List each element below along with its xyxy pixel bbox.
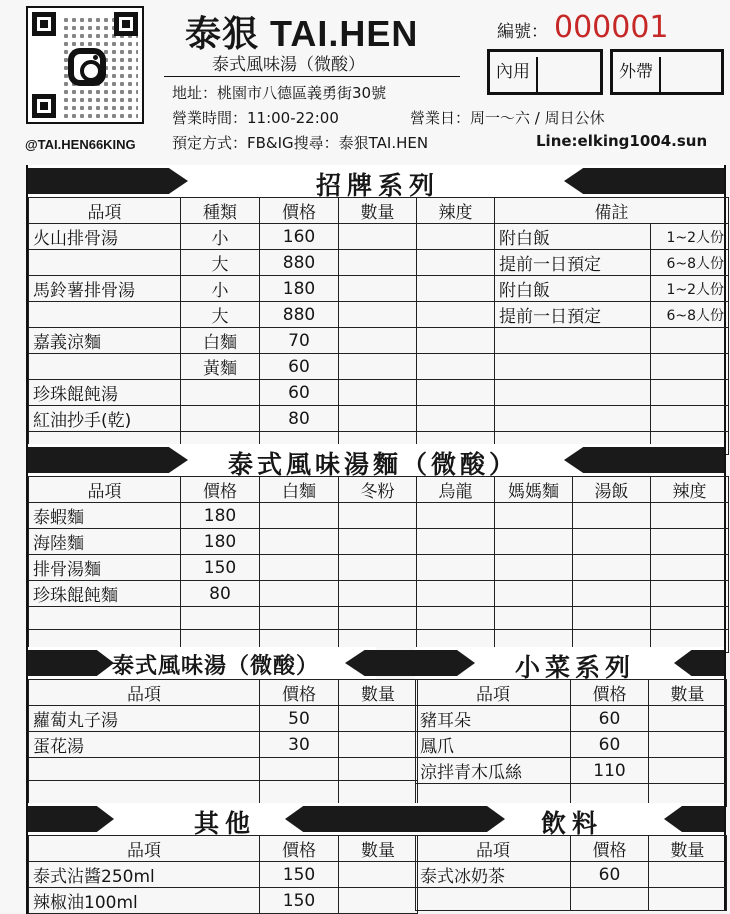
table-cell: [260, 758, 339, 781]
quantity-cell[interactable]: [339, 781, 418, 804]
table-row: [29, 781, 418, 804]
col-header: 數量: [339, 198, 417, 224]
table-cell: [416, 888, 571, 911]
quantity-cell[interactable]: [339, 888, 418, 914]
spice-cell[interactable]: [417, 250, 495, 276]
col-header: 備註: [495, 198, 729, 224]
table-cell: 泰蝦麵: [29, 503, 181, 529]
col-header: 種類: [181, 198, 260, 224]
instagram-icon: [68, 48, 106, 86]
table-cell: 880: [260, 250, 339, 276]
table-cell: 1~2人份: [651, 224, 729, 250]
soup-section: [26, 647, 395, 804]
brand-name: 泰狠 TAI.HEN: [185, 13, 419, 54]
table-cell: 150: [181, 555, 260, 581]
table-row: [29, 555, 729, 581]
table-cell: [495, 380, 651, 406]
table-row: [29, 706, 418, 732]
banner-arrow-right: [285, 806, 415, 832]
other-table: [28, 835, 418, 914]
option-cell[interactable]: [651, 607, 729, 630]
banner-arrow-left: [28, 806, 114, 832]
drinks-table: [415, 835, 727, 911]
address: 地址：桃園市八德區義勇街30號: [172, 84, 387, 102]
table-cell: [29, 250, 181, 276]
table-cell: [181, 380, 260, 406]
dine-in-label: 內用: [496, 57, 538, 93]
table-cell: 70: [260, 328, 339, 354]
option-cell[interactable]: [417, 503, 495, 529]
spice-cell[interactable]: [417, 302, 495, 328]
table-cell: 黃麵: [181, 354, 260, 380]
table-cell: 50: [260, 706, 339, 732]
social-handle: @TAI.HEN66KING: [25, 137, 136, 152]
drinks-title: 飲料: [541, 809, 604, 838]
table-cell: 1~2人份: [651, 276, 729, 302]
option-cell[interactable]: [417, 607, 495, 630]
col-header: 品項: [29, 680, 260, 706]
noodle-section: [26, 444, 726, 653]
sides-title: 小菜系列: [515, 653, 636, 682]
table-row: [29, 406, 729, 432]
banner-arrow-right: [564, 168, 724, 194]
spice-cell[interactable]: [417, 380, 495, 406]
table-cell: 60: [571, 862, 649, 888]
table-cell: 海陸麵: [29, 529, 181, 555]
signature-section: [26, 165, 726, 455]
table-row: [29, 380, 729, 406]
option-cell[interactable]: [495, 529, 573, 555]
table-cell: [651, 328, 729, 354]
other-title: 其他: [194, 809, 257, 838]
table-row: [29, 607, 729, 630]
quantity-cell[interactable]: [339, 224, 417, 250]
table-cell: [495, 328, 651, 354]
table-cell: 排骨湯麵: [29, 555, 181, 581]
table-cell: 80: [181, 581, 260, 607]
table-cell: 60: [571, 706, 649, 732]
signature-table: [28, 197, 729, 455]
option-cell[interactable]: [417, 555, 495, 581]
col-header: 價格: [260, 680, 339, 706]
quantity-cell[interactable]: [339, 862, 418, 888]
table-cell: 180: [181, 529, 260, 555]
menu-header: [0, 0, 730, 160]
table-cell: [181, 607, 260, 630]
signature-banner: [28, 165, 724, 200]
table-row: [29, 302, 729, 328]
table-row: [29, 732, 418, 758]
serial-label: 編號：: [497, 22, 548, 42]
take-out-checkbox[interactable]: [610, 49, 724, 95]
table-cell: 辣椒油100ml: [29, 888, 260, 914]
quantity-cell[interactable]: [339, 276, 417, 302]
table-row: [29, 758, 418, 781]
table-cell: 小: [181, 224, 260, 250]
table-row: [29, 328, 729, 354]
banner-arrow-right: [664, 806, 724, 832]
table-cell: 蘿蔔丸子湯: [29, 706, 260, 732]
option-cell[interactable]: [573, 503, 651, 529]
spice-cell[interactable]: [417, 406, 495, 432]
table-cell: 30: [260, 732, 339, 758]
col-header: 數量: [649, 836, 727, 862]
option-cell[interactable]: [495, 555, 573, 581]
table-header-row: [29, 680, 418, 706]
option-cell[interactable]: [260, 529, 339, 555]
col-header: 湯飯: [573, 477, 651, 503]
table-cell: 60: [260, 380, 339, 406]
sides-section: [415, 647, 726, 807]
take-out-label: 外帶: [619, 57, 661, 93]
table-cell: 珍珠餛飩麵: [29, 581, 181, 607]
quantity-cell[interactable]: [339, 302, 417, 328]
table-cell: [29, 781, 260, 804]
option-cell[interactable]: [573, 529, 651, 555]
table-row: [416, 706, 727, 732]
table-row: [29, 503, 729, 529]
table-cell: [29, 354, 181, 380]
quantity-cell[interactable]: [649, 862, 727, 888]
option-cell[interactable]: [495, 581, 573, 607]
table-row: [29, 354, 729, 380]
col-header: 價格: [571, 836, 649, 862]
quantity-cell[interactable]: [649, 758, 727, 784]
col-header: 數量: [339, 836, 418, 862]
table-cell: [181, 406, 260, 432]
option-cell[interactable]: [573, 581, 651, 607]
soup-table: [28, 679, 418, 804]
table-cell: 880: [260, 302, 339, 328]
table-cell: 6~8人份: [651, 250, 729, 276]
quantity-cell[interactable]: [649, 732, 727, 758]
col-header: 數量: [339, 680, 418, 706]
table-cell: 附白飯: [495, 276, 651, 302]
table-cell: 白麵: [181, 328, 260, 354]
col-header: 烏龍: [417, 477, 495, 503]
table-row: [29, 224, 729, 250]
table-row: [416, 862, 727, 888]
col-header: 辣度: [651, 477, 729, 503]
col-header: 數量: [649, 680, 727, 706]
drinks-section: [415, 803, 726, 911]
table-row: [29, 581, 729, 607]
table-cell: [651, 354, 729, 380]
banner-arrow-right: [345, 650, 415, 676]
table-cell: 大: [181, 302, 260, 328]
table-cell: 160: [260, 224, 339, 250]
other-banner: [28, 803, 415, 838]
col-header: 冬粉: [339, 477, 417, 503]
table-cell: 提前一日預定: [495, 302, 651, 328]
table-cell: 60: [571, 732, 649, 758]
soup-title: 泰式風味湯（微酸）: [112, 654, 320, 679]
option-cell[interactable]: [651, 581, 729, 607]
table-cell: [651, 406, 729, 432]
table-cell: 鳳爪: [416, 732, 571, 758]
noodle-banner: [28, 444, 724, 479]
banner-arrow-right: [564, 447, 724, 473]
table-cell: 150: [260, 862, 339, 888]
table-row: [29, 250, 729, 276]
table-cell: [29, 302, 181, 328]
spice-cell[interactable]: [417, 354, 495, 380]
quantity-cell[interactable]: [339, 706, 418, 732]
col-header: 品項: [29, 198, 181, 224]
option-cell[interactable]: [339, 581, 417, 607]
table-cell: 180: [260, 276, 339, 302]
table-cell: 紅油抄手(乾): [29, 406, 181, 432]
other-section: [26, 803, 415, 914]
option-cell[interactable]: [573, 607, 651, 630]
serial-number: [497, 10, 669, 45]
table-cell: 馬鈴薯排骨湯: [29, 276, 181, 302]
table-cell: 60: [260, 354, 339, 380]
table-cell: 150: [260, 888, 339, 914]
table-cell: 嘉義涼麵: [29, 328, 181, 354]
table-row: [29, 529, 729, 555]
col-header: 白麵: [260, 477, 339, 503]
option-cell[interactable]: [495, 503, 573, 529]
noodle-title: 泰式風味湯麵（微酸）: [228, 450, 519, 479]
table-row: [29, 888, 418, 914]
quantity-cell[interactable]: [339, 732, 418, 758]
option-cell[interactable]: [651, 503, 729, 529]
col-header: 品項: [416, 680, 571, 706]
sides-banner: [415, 647, 724, 682]
table-cell: [495, 354, 651, 380]
col-header: 價格: [260, 836, 339, 862]
table-cell: [651, 380, 729, 406]
option-cell[interactable]: [417, 529, 495, 555]
table-cell: [495, 406, 651, 432]
table-row: [416, 888, 727, 911]
noodle-table: [28, 476, 729, 653]
soup-banner: [28, 647, 376, 679]
quantity-cell[interactable]: [339, 354, 417, 380]
option-cell[interactable]: [339, 607, 417, 630]
banner-arrow-right: [674, 650, 724, 676]
table-row: [416, 732, 727, 758]
option-cell[interactable]: [651, 529, 729, 555]
qr-finder-bottom-left: [32, 94, 56, 118]
drinks-banner: [415, 803, 724, 838]
col-header: 品項: [416, 836, 571, 862]
quantity-cell[interactable]: [339, 250, 417, 276]
table-cell: 6~8人份: [651, 302, 729, 328]
table-cell: 附白飯: [495, 224, 651, 250]
header-divider: [164, 76, 460, 77]
option-cell[interactable]: [260, 581, 339, 607]
quantity-cell[interactable]: [649, 888, 727, 911]
table-cell: 小: [181, 276, 260, 302]
table-cell: 大: [181, 250, 260, 276]
brand-subtitle: 泰式風味湯（微酸）: [212, 55, 365, 75]
option-cell[interactable]: [495, 607, 573, 630]
option-cell[interactable]: [573, 555, 651, 581]
option-cell[interactable]: [260, 607, 339, 630]
banner-arrow-left: [28, 447, 188, 473]
table-cell: 火山排骨湯: [29, 224, 181, 250]
col-header: 價格: [571, 680, 649, 706]
spice-cell[interactable]: [417, 328, 495, 354]
table-cell: 珍珠餛飩湯: [29, 380, 181, 406]
table-cell: 110: [571, 758, 649, 784]
business-days: 營業日：周一～六 / 周日公休: [410, 109, 605, 127]
option-cell[interactable]: [260, 555, 339, 581]
signature-title: 招牌系列: [316, 171, 441, 200]
serial-value: 000001: [554, 10, 669, 45]
col-header: 品項: [29, 836, 260, 862]
banner-arrow-left: [28, 168, 188, 194]
banner-arrow-left: [28, 650, 114, 676]
table-cell: 泰式冰奶茶: [416, 862, 571, 888]
col-header: 價格: [260, 198, 339, 224]
table-cell: [571, 888, 649, 911]
option-cell[interactable]: [260, 503, 339, 529]
col-header: 品項: [29, 477, 181, 503]
option-cell[interactable]: [417, 581, 495, 607]
qr-finder-top-right: [114, 12, 138, 36]
spice-cell[interactable]: [417, 224, 495, 250]
banner-arrow-left: [415, 650, 475, 676]
col-header: 辣度: [417, 198, 495, 224]
quantity-cell[interactable]: [339, 328, 417, 354]
table-row: [29, 276, 729, 302]
option-cell[interactable]: [339, 529, 417, 555]
table-cell: 泰式沾醬250ml: [29, 862, 260, 888]
table-cell: [29, 607, 181, 630]
table-cell: 80: [260, 406, 339, 432]
banner-arrow-left: [415, 806, 505, 832]
table-row: [416, 758, 727, 784]
instagram-qr-code: [26, 6, 144, 124]
quantity-cell[interactable]: [339, 758, 418, 781]
line-id: Line:elking1004.sun: [536, 132, 708, 150]
sides-table: [415, 679, 727, 807]
order-method: 預定方式：FB&IG搜尋：泰狠TAI.HEN: [172, 134, 429, 152]
table-cell: 提前一日預定: [495, 250, 651, 276]
table-cell: 蛋花湯: [29, 732, 260, 758]
option-cell[interactable]: [651, 555, 729, 581]
option-cell[interactable]: [339, 503, 417, 529]
table-row: [29, 862, 418, 888]
table-cell: [29, 758, 260, 781]
qr-finder-top-left: [32, 12, 56, 36]
table-cell: 豬耳朵: [416, 706, 571, 732]
quantity-cell[interactable]: [339, 380, 417, 406]
dine-in-checkbox[interactable]: [487, 49, 603, 95]
opening-hours: 營業時間：11:00-22:00: [172, 109, 339, 127]
table-cell: 180: [181, 503, 260, 529]
quantity-cell[interactable]: [649, 706, 727, 732]
table-cell: 涼拌青木瓜絲: [416, 758, 571, 784]
option-cell[interactable]: [339, 555, 417, 581]
col-header: 價格: [181, 477, 260, 503]
quantity-cell[interactable]: [339, 406, 417, 432]
col-header: 媽媽麵: [495, 477, 573, 503]
spice-cell[interactable]: [417, 276, 495, 302]
table-cell: [260, 781, 339, 804]
